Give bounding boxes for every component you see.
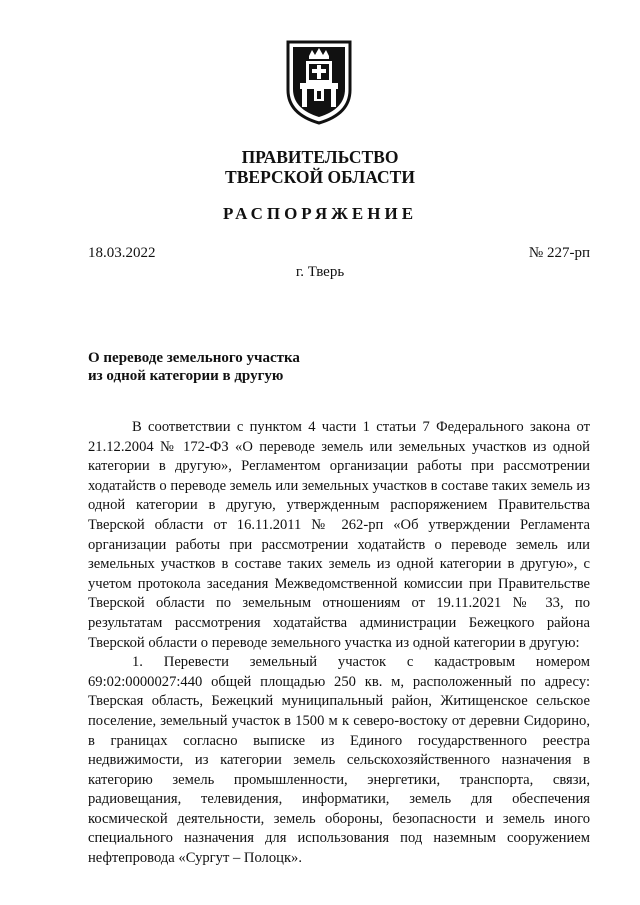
subject-line2: из одной категории в другую (88, 368, 284, 384)
government-title-line1: ПРАВИТЕЛЬСТВО (241, 147, 399, 167)
document-date: 18.03.2022 (88, 245, 156, 261)
document-subject (88, 349, 388, 385)
document-city: г. Тверь (295, 264, 345, 280)
government-title-line2: ТВЕРСКОЙ ОБЛАСТИ (225, 167, 415, 187)
body-paragraph-preamble: В соответствии с пунктом 4 части 1 статьи 7 Федерального закона от 21.12.2004 № 172-ФЗ «О переводе земель или земельных участков из одной категории в другую», Регламентом организации работы при рассмотрении ходатайств о переводе земель или земельных участков в составе таких земель из одной категории в другую, утвержденным распоряжением Правительства Тверской области от 16.11.2011 № 262-рп «Об утверждении Регламента организации работы при рассмотрении ходатайств о переводе земель или земельных участков в составе таких земель из одной категории в другую», с учетом протокола заседания Межведомственной комиссии при Правительстве Тверской области по земельным отношениям от 19.11.2021 № 33, по результатам рассмотрения ходатайства администрации Бежецкого района Тверской области о переводе земельного участка из одной категории в другую: (88, 419, 590, 651)
document-number: № 227-рп (528, 245, 590, 261)
body-paragraph-item1: 1. Перевести земельный участок с кадастровым номером 69:02:0000027:440 общей площадью 250 кв. м, расположенный по адресу: Тверская область, Бежецкий муниципальный район, Житищенское сельское поселение, земельный участок в 1500 м к северо-востоку от деревни Сидорино, в границах согласно выписке из Единого государственного реестра недвижимости, из категории земель сельскохозяйственного назначения в категорию земель промышленности, энергетики, транспорта, связи, радиовещания, телевидения, информатики, земель для обеспечения космической деятельности, земель обороны, безопасности и земель иного специального назначения для использования под наземным сооружением нефтепровода «Сургут – Полоцк». (88, 654, 590, 867)
document-body (88, 418, 590, 869)
tver-coat-of-arms-icon (284, 38, 354, 126)
subject-line1: О переводе земельного участка (88, 350, 300, 366)
document-type-heading: РАСПОРЯЖЕНИЕ (222, 204, 418, 223)
